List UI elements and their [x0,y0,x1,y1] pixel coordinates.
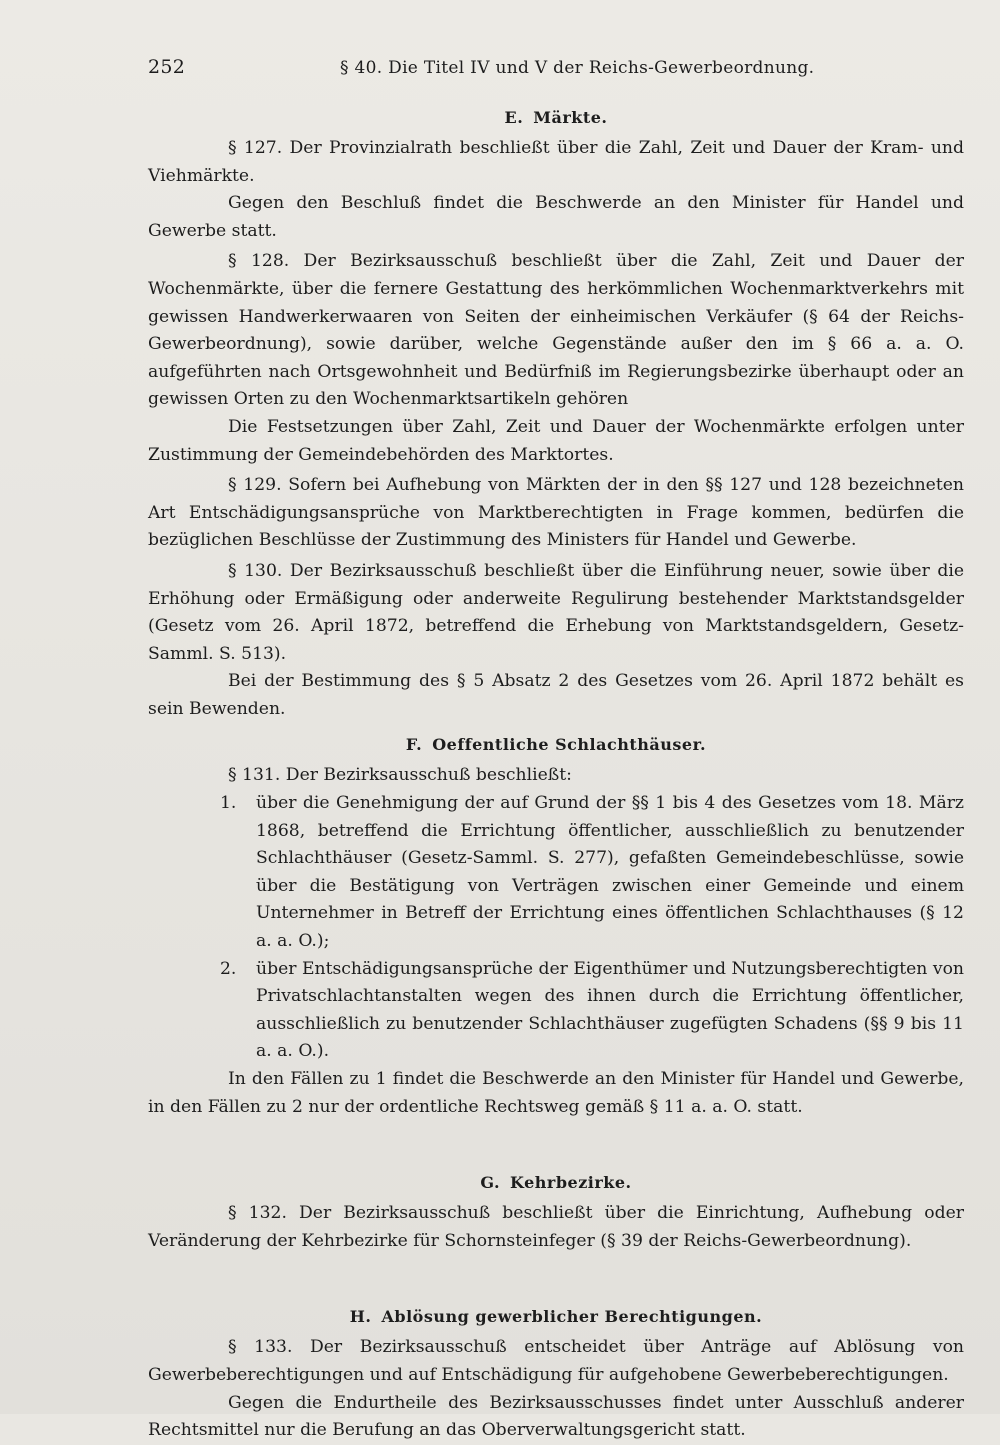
paragraph-131: § 131. Der Bezirksausschuß beschließt: [228,765,572,786]
section-letter: F. [405,735,423,755]
section-title: Kehrbezirke. [510,1173,632,1193]
paragraph-132: § 132. Der Bezirksausschuß beschließt über die Einrichtung, Aufhebung oder Veränderung der Kehrbezirke für Schornsteinfeger (§ 39 der Reichs-Gewerbeordnung). [148,1203,964,1251]
paragraph-133: § 133. Der Bezirksausschuß entscheidet über Anträge auf Ablösung von Gewerbeberechtigungen und auf Entschädigung für aufgehobene Gewerbeberechtigungen. [148,1337,964,1385]
section-letter: G. [480,1173,501,1193]
paragraph-128-cont: Die Festsetzungen über Zahl, Zeit und Dauer der Wochenmärkte erfolgen unter Zustimmung der Gemeindebehörden des Marktortes. [148,416,964,465]
section-heading-e [148,108,964,127]
paragraph-129: § 129. Sofern bei Aufhebung von Märkten der in den §§ 127 und 128 bezeichneten Art Entschädigungsansprüche von Marktberechtigten in Frage kommen, bedürfen die bezüglichen Beschlüsse der Zustimmung des Ministers für Handel und Gewerbe. [148,475,964,551]
section-letter: E. [504,108,524,127]
paragraph-131-cont: In den Fällen zu 1 findet die Beschwerde an den Minister für Handel und Gewerbe, in den Fällen zu 2 nur der ordentliche Rechtsweg gemäß § 11 a. a. O. statt. [148,1069,964,1117]
section-heading-h [148,1307,964,1326]
paragraph-127-cont: Gegen den Beschluß findet die Beschwerde an den Minister für Handel und Gewerbe statt. [148,193,964,241]
list-number: 1. [220,793,237,814]
section-title: Märkte. [533,108,608,127]
section-heading-f [148,735,964,754]
list-item [220,956,964,1066]
section-title: Oeffentliche Schlachthäuser. [432,735,707,755]
list-text: über Entschädigungsansprüche der Eigenthümer und Nutzungsberechtigten von Privatschlachtanstalten wegen des ihnen durch die Errichtung öffentlicher, ausschließlich zu benutzender Schlachthäuser zugefügten Schadens (§§ 9 bis 11 a. a. O.). [256,958,964,1062]
page-header [148,56,964,78]
paragraph-127: § 127. Der Provinzialrath beschließt über die Zahl, Zeit und Dauer der Kram- und Viehmärkte. [148,138,964,186]
section-spacer [148,1121,964,1161]
paragraph-133-cont: Gegen die Endurtheile des Bezirksausschusses findet unter Ausschluß anderer Rechtsmittel nur die Berufung an das Oberverwaltungsgericht statt. [148,1392,964,1441]
running-title: § 40. Die Titel IV und V der Reichs-Gewerbeordnung. [340,58,815,78]
list-number: 2. [220,958,237,979]
paragraph-130: § 130. Der Bezirksausschuß beschließt über die Einführung neuer, sowie über die Erhöhung oder Ermäßigung oder anderweite Regulirung bestehender Marktstandsgelder (Gesetz vom 26. April 1872, betreffend die Erhebung von Marktstandsgeldern, Gesetz-Samml. S. 513). [148,560,964,664]
list-item [220,790,964,956]
paragraph-130-cont: Bei der Bestimmung des § 5 Absatz 2 des Gesetzes vom 26. April 1872 behält es sein Bewenden. [148,671,964,719]
paragraph-128: § 128. Der Bezirksausschuß beschließt über die Zahl, Zeit und Dauer der Wochenmärkte, über die fernere Gestattung des herkömmlichen Wochenmarktverkehrs mit gewissen Handwerkerwaaren von Seiten der einheimischen Verkäufer (§ 64 der Reichs-Gewerbeordnung), sowie darüber, welche Gegenstände außer den im § 66 a. a. O. aufgeführten nach Ortsgewohnheit und Bedürfniß im Regierungsbezirke überhaupt oder an gewissen Orten zu den Wochenmarktsartikeln gehören [148,251,964,410]
page-number: 252 [148,56,186,78]
section-heading-g [148,1173,964,1192]
list-text: über die Genehmigung der auf Grund der §§ 1 bis 4 des Gesetzes vom 18. März 1868, betreffend die Errichtung öffentlicher, ausschließlich zu benutzender Schlachthäuser (Gesetz-Samml. S. 277), gefaßten Gemeindebeschlüsse, sowie über die Bestätigung von Verträgen zwischen einer Gemeinde und einem Unternehmer in Betreff der Errichtung eines öffentlichen Schlachthauses (§ 12 a. a. O.); [256,793,964,952]
section-title: Ablösung gewerblicher Berechtigungen. [381,1307,763,1327]
section-letter: H. [349,1307,372,1327]
section-spacer [148,1255,964,1295]
